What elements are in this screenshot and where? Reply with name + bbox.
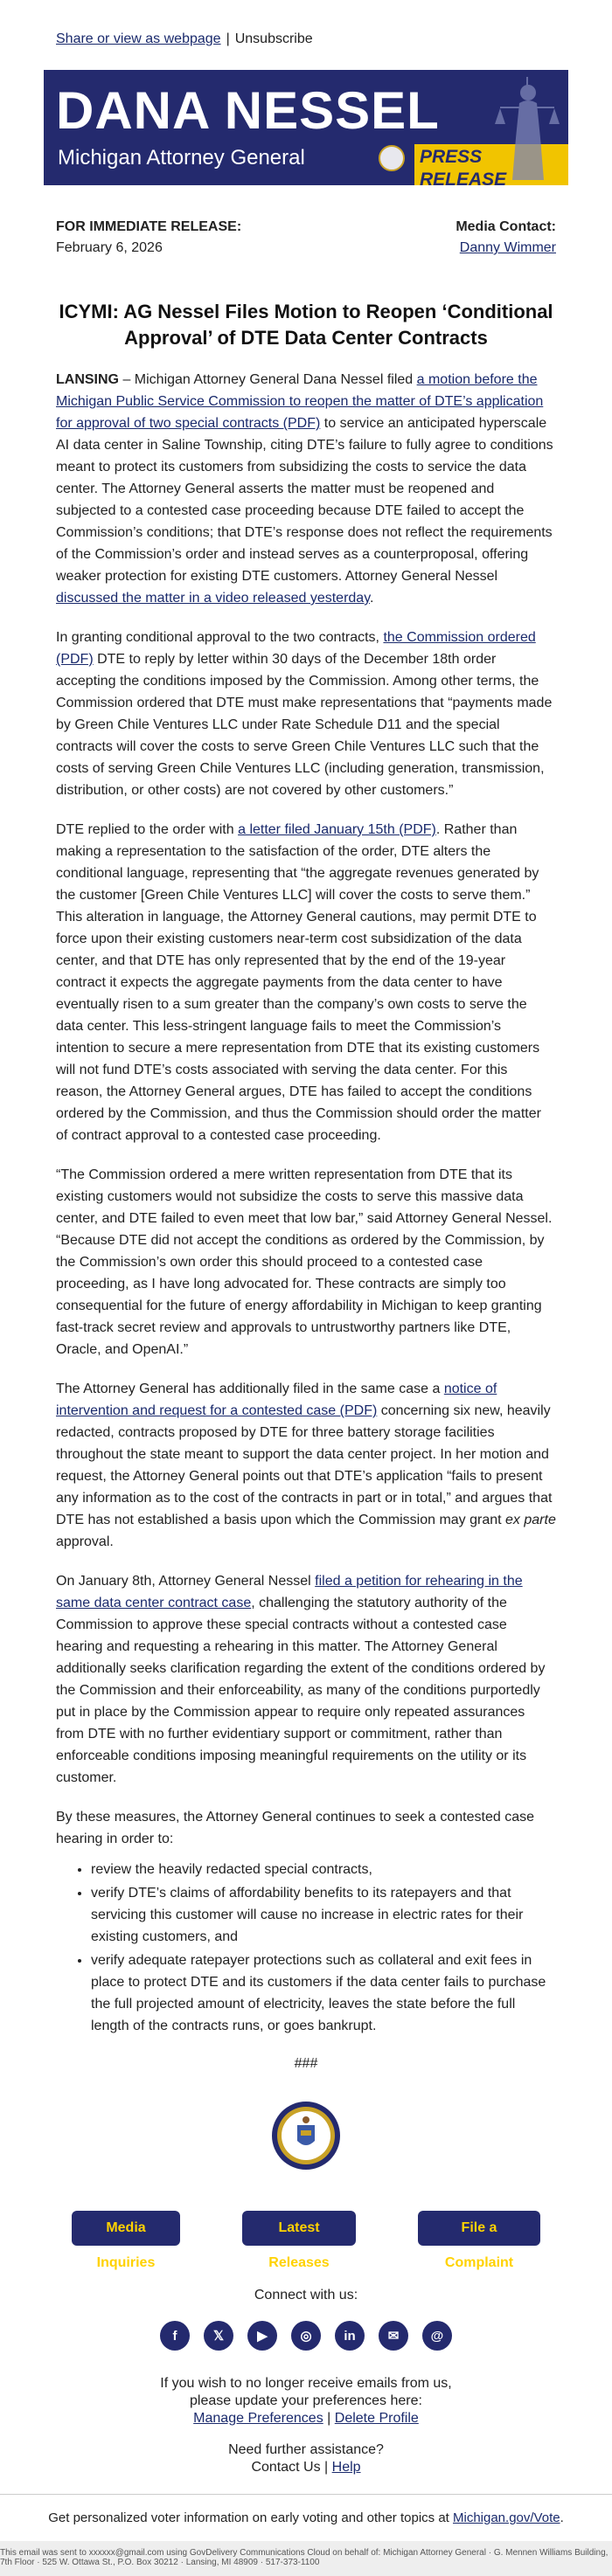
list-item: • review the heavily redacted special contracts, [91,1859,556,1880]
delete-profile-link[interactable]: Delete Profile [334,2411,419,2426]
email-header [0,0,612,70]
preferences [0,2375,612,2427]
header-separator: | [226,31,230,46]
release-meta [0,217,612,259]
contact-name-link[interactable]: Danny Wimmer [459,240,556,255]
paragraph-7: By these measures, the Attorney General continues to seek a contested case hearing in order to: [56,1810,534,1846]
email-footer [0,2541,612,2576]
dateline: LANSING [56,372,119,387]
prefs-sep: | [327,2411,331,2426]
goals-list [91,1859,556,2037]
media-contact [456,217,556,259]
prefs-links [0,2410,612,2427]
voter-end: . [560,2510,564,2525]
manage-preferences-link[interactable]: Manage Preferences [193,2411,323,2426]
connect-label: Connect with us: [254,2288,358,2302]
contact-us-link[interactable]: Contact Us [251,2460,321,2475]
text: approval. [56,1534,114,1549]
footer-line-2: 7th Floor · 525 W. Ottawa St., P.O. Box 30212 · Lansing, MI 48909 · 517-373-1100 [0,2558,320,2567]
linkedin-icon[interactable]: in [335,2321,365,2351]
latest-releases-button[interactable]: Latest Releases [242,2211,356,2246]
page-title: ICYMI: AG Nessel Files Motion to Reopen ‘Conditional Approval’ of DTE Data Center Contracts [59,301,553,349]
x-icon[interactable]: 𝕏 [204,2321,233,2351]
file-complaint-button[interactable]: File a Complaint [418,2211,540,2246]
assist-sep: | [324,2460,329,2475]
help-link[interactable]: Help [331,2460,361,2475]
footer-line-1: This email was sent to xxxxxx@gmail.com using GovDelivery Communications Cloud on behalf of: Michigan Attorney General · G. Mennen Williams Building, [0,2548,609,2558]
text: DTE replied to the order with [56,822,239,837]
letter-link[interactable]: a letter filed January 15th (PDF) [238,822,436,837]
paragraph-4: “The Commission ordered a mere written representation from DTE that its existing customers would not subsidize the costs to serve this massive data center, and DTE failed to even meet that low bar,” said Attorney General Nessel. “Because DTE did not accept the conditions as ordered by the Commission, by the Commission’s own order this should proceed to a contested case proceeding, as I have long advocated for. These contracts are simply too consequential for the future of energy affordability in Michigan to keep granting fast-track secret review and approvals to untrustworthy partners like DTE, Oracle, and OpenAI.” [56,1167,553,1357]
instagram-icon[interactable]: ◎ [291,2321,321,2351]
prefs-line-2: please update your preferences here: [190,2393,422,2408]
paragraph-2 [56,627,556,801]
text: – Michigan Attorney General Dana Nessel filed [119,372,417,387]
video-link[interactable]: discussed the matter in a video released yesterday [56,591,371,606]
text: concerning six new, heavily redacted, contracts proposed by DTE for three battery storage facilities throughout the state meant to support the data center project. In her motion and request, the Attorney General points out that DTE’s application “fails to present any information as to the cost of the contracts in part or in total,” and argues that DTE has not established a basis upon which the Commission may grant [56,1403,553,1527]
motion-link[interactable]: a motion before the Michigan Public Service Commission to reopen the matter of DTE’s application for approval of two special contracts (PDF) [56,372,544,431]
release-info [56,217,241,259]
state-seal-icon [271,2101,341,2171]
text: to service an anticipated hyperscale AI data center in Saline Township, citing DTE’s failure to fully agree to conditions meant to protect its customers from subsidizing the costs to service the data center. The Attorney General asserts the matter must be reopened and subjected to a contested case proceeding because DTE failed to accept the Commission’s conditions; that DTE’s response does not reflect the requirements of the Commission’s order and instead serves as a counterproposal, offering weaker protection for existing DTE customers. Attorney General Nessel [56,416,553,584]
list-item: • verify DTE’s claims of affordability benefits to its ratepayers and that servicing this customer will cause no increase in electric rates for their existing customers, and [91,1882,556,1948]
text: . [370,591,374,606]
youtube-icon[interactable]: ▶ [247,2321,277,2351]
release-label: FOR IMMEDIATE RELEASE: [56,219,242,234]
lady-justice-icon [493,77,561,182]
assist-label: Need further assistance? [228,2442,384,2457]
end-mark: ### [294,2056,318,2071]
text: On January 8th, Attorney General Nessel [56,1574,316,1589]
paragraph-1 [56,369,556,609]
banner-name: DANA NESSEL [56,81,440,140]
press-release-badge: PRESS RELEASE [414,144,568,185]
press-banner [44,70,568,185]
paragraph-3 [56,819,556,1146]
facebook-icon[interactable]: f [160,2321,190,2351]
contact-label: Media Contact: [456,219,556,234]
threads-icon[interactable]: @ [422,2321,452,2351]
list-item: • verify adequate ratepayer protections such as collateral and exit fees in place to protect DTE and its customers if the data center fails to purchase the full projected amount of electricity, leaves the state before the full length of the contracts runs, or goes bankrupt. [91,1949,556,2037]
media-inquiries-button[interactable]: Media Inquiries [72,2211,180,2246]
voter-info [0,2495,612,2541]
vote-link[interactable]: Michigan.gov/Vote [453,2510,560,2525]
share-link[interactable]: Share or view as webpage [56,31,221,46]
release-date: February 6, 2026 [56,240,163,255]
text: In granting conditional approval to the two contracts, [56,630,384,645]
paragraph-6 [56,1570,556,1789]
paragraph-5 [56,1378,556,1553]
small-seal-icon [379,145,405,171]
unsubscribe-link[interactable]: Unsubscribe [234,31,313,46]
text: . Rather than making a representation to the satisfaction of the order, DTE alters the conditional language, representing that “the aggregate revenues generated by the customer [Green Chile Ventures LLC] will cover the costs to serve them.” This alteration in language, the Attorney General cautions, may permit DTE to force upon their existing customers near-term cost subsidization of the data center, and that DTE has only represented that by the end of the 19-year contract it expects the aggregate payments from the data center to have eventually risen to a sum greater than the company’s own costs to serve the data center. This less-stringent language fails to meet the Commission’s intention to secure a mere representation from DTE that its existing customers will not fund DTE’s costs associated with serving the data center. For this reason, the Attorney General argues, DTE has failed to accept the conditions ordered by the Commission, and thus the Commission should order the matter of contract approval to a contested case proceeding. [56,822,541,1143]
action-buttons [0,2211,612,2270]
article-body [0,369,612,2074]
text: , challenging the statutory authority of the Commission to approve these special contracts without a contested case hearing and requesting a rehearing in this matter. The Attorney General additionally seeks clarification regarding the extent of the conditions ordered by the Commission and their enforceability, as many of the conditions purportedly put in place by the Commission appear to require only repeated assurances from DTE with no further evidentiary support or commitment, rather than enforceable conditions imposing meaningful requirements on the utility or its customer. [56,1596,546,1785]
prefs-line-1: If you wish to no longer receive emails from us, [160,2376,452,2391]
social-links [0,2321,612,2351]
email-icon[interactable]: ✉ [379,2321,408,2351]
voter-text: Get personalized voter information on early voting and other topics at [48,2510,453,2525]
petition-link[interactable]: filed a petition for rehearing in the same data center contract case [56,1574,523,1610]
ex-parte: ex parte [505,1513,556,1527]
intervention-link[interactable]: notice of intervention and request for a contested case (PDF) [56,1381,497,1418]
text: The Attorney General has additionally filed in the same case a [56,1381,444,1396]
commission-order-link[interactable]: the Commission ordered (PDF) [56,630,536,667]
assist-links [0,2459,612,2476]
assistance [0,2441,612,2476]
text: DTE to reply by letter within 30 days of the December 18th order accepting the conditions imposed by the Commission. Among other terms, the Commission ordered that DTE must make representations that “payments made by Green Chile Ventures LLC under Rate Schedule D11 and the special contracts will cover the costs to serve Green Chile Ventures LLC such that the costs of serving Green Chile Ventures LLC (including generation, transmission, distribution, or other costs) are not covered by other customers.” [56,652,553,798]
banner-subtitle: Michigan Attorney General [58,146,305,170]
